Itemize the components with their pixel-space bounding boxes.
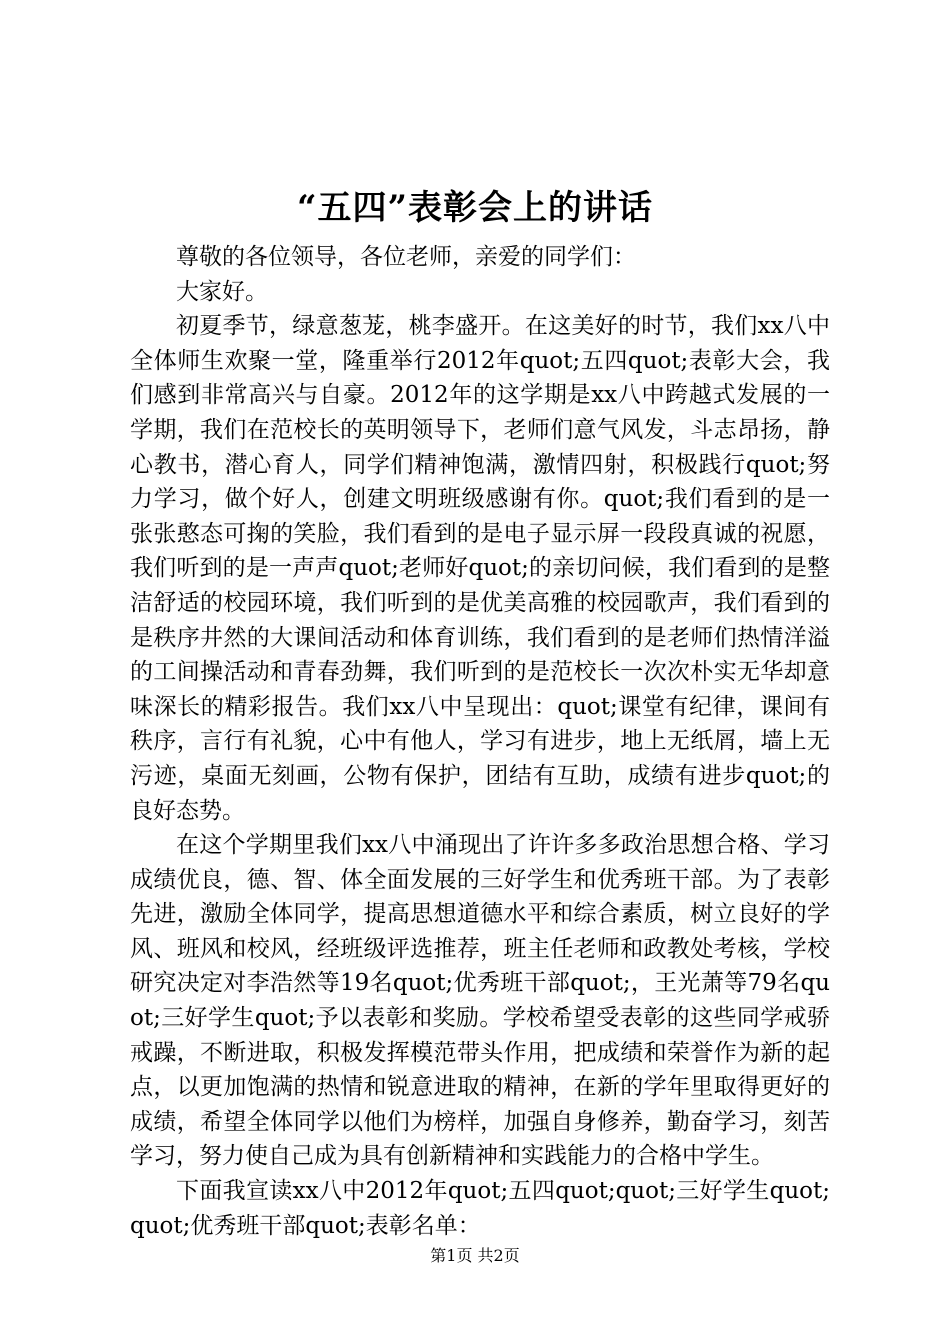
page-number: 第1页 <box>430 1246 473 1265</box>
paragraph-greeting: 大家好。 <box>176 278 268 305</box>
paragraph-commendation: 在这个学期里我们xx八中涌现出了许许多多政治思想合格、学习成绩优良，德、智、体全面发展的三好学生和优秀班干部。为了表彰先进，激励全体同学，提高思想道德水平和综合素质，树立良好的学风、班风和校风，经班级评选推荐，班主任老师和政教处考核，学校研究决定对李浩然等19名quot;优秀班干部quot;，王光萧等79名quot;三好学生quot;予以表彰和奖励。学校希望受表彰的这些同学戒骄戒躁，不断进取，积极发挥模范带头作用，把成绩和荣誉作为新的起点，以更加饱满的热情和锐意进取的精神，在新的学年里取得更好的成绩，希望全体同学以他们为榜样，加强自身修养，勤奋学习，刻苦学习，努力使自己成为具有创新精神和实践能力的合格中学生。 <box>130 832 830 1170</box>
paragraph-opening: 初夏季节，绿意葱茏，桃李盛开。在这美好的时节，我们xx八中全体师生欢聚一堂，隆重举行2012年quot;五四quot;表彰大会，我们感到非常高兴与自豪。2012年的这学期是xx八中跨越式发展的一学期，我们在范校长的英明领导下，老师们意气风发，斗志昂扬，静心教书，潜心育人，同学们精神饱满，激情四射，积极践行quot;努力学习，做个好人，创建文明班级感谢有你。quot;我们看到的是一张张憨态可掬的笑脸，我们看到的是电子显示屏一段段真诚的祝愿，我们听到的是一声声quot;老师好quot;的亲切问候，我们看到的是整洁舒适的校园环境，我们听到的是优美高雅的校园歌声，我们看到的是秩序井然的大课间活动和体育训练，我们看到的是老师们热情洋溢的工间操活动和青春劲舞，我们听到的是范校长一次次朴实无华却意味深长的精彩报告。我们xx八中呈现出：quot;课堂有纪律，课间有秩序，言行有礼貌，心中有他人，学习有进步，地上无纸屑，墙上无污迹，桌面无刻画，公物有保护，团结有互助，成绩有进步quot;的良好态势。 <box>130 313 830 824</box>
document-body <box>130 240 830 1243</box>
paragraph-announcement: 下面我宣读xx八中2012年quot;五四quot;quot;三好学生quot;quot;优秀班干部quot;表彰名单： <box>130 1178 830 1239</box>
page-total: 共2页 <box>477 1246 520 1265</box>
paragraph-salutation: 尊敬的各位领导，各位老师，亲爱的同学们： <box>176 244 636 270</box>
page-footer <box>0 1244 950 1268</box>
document-title: “五四”表彰会上的讲话 <box>296 188 654 228</box>
